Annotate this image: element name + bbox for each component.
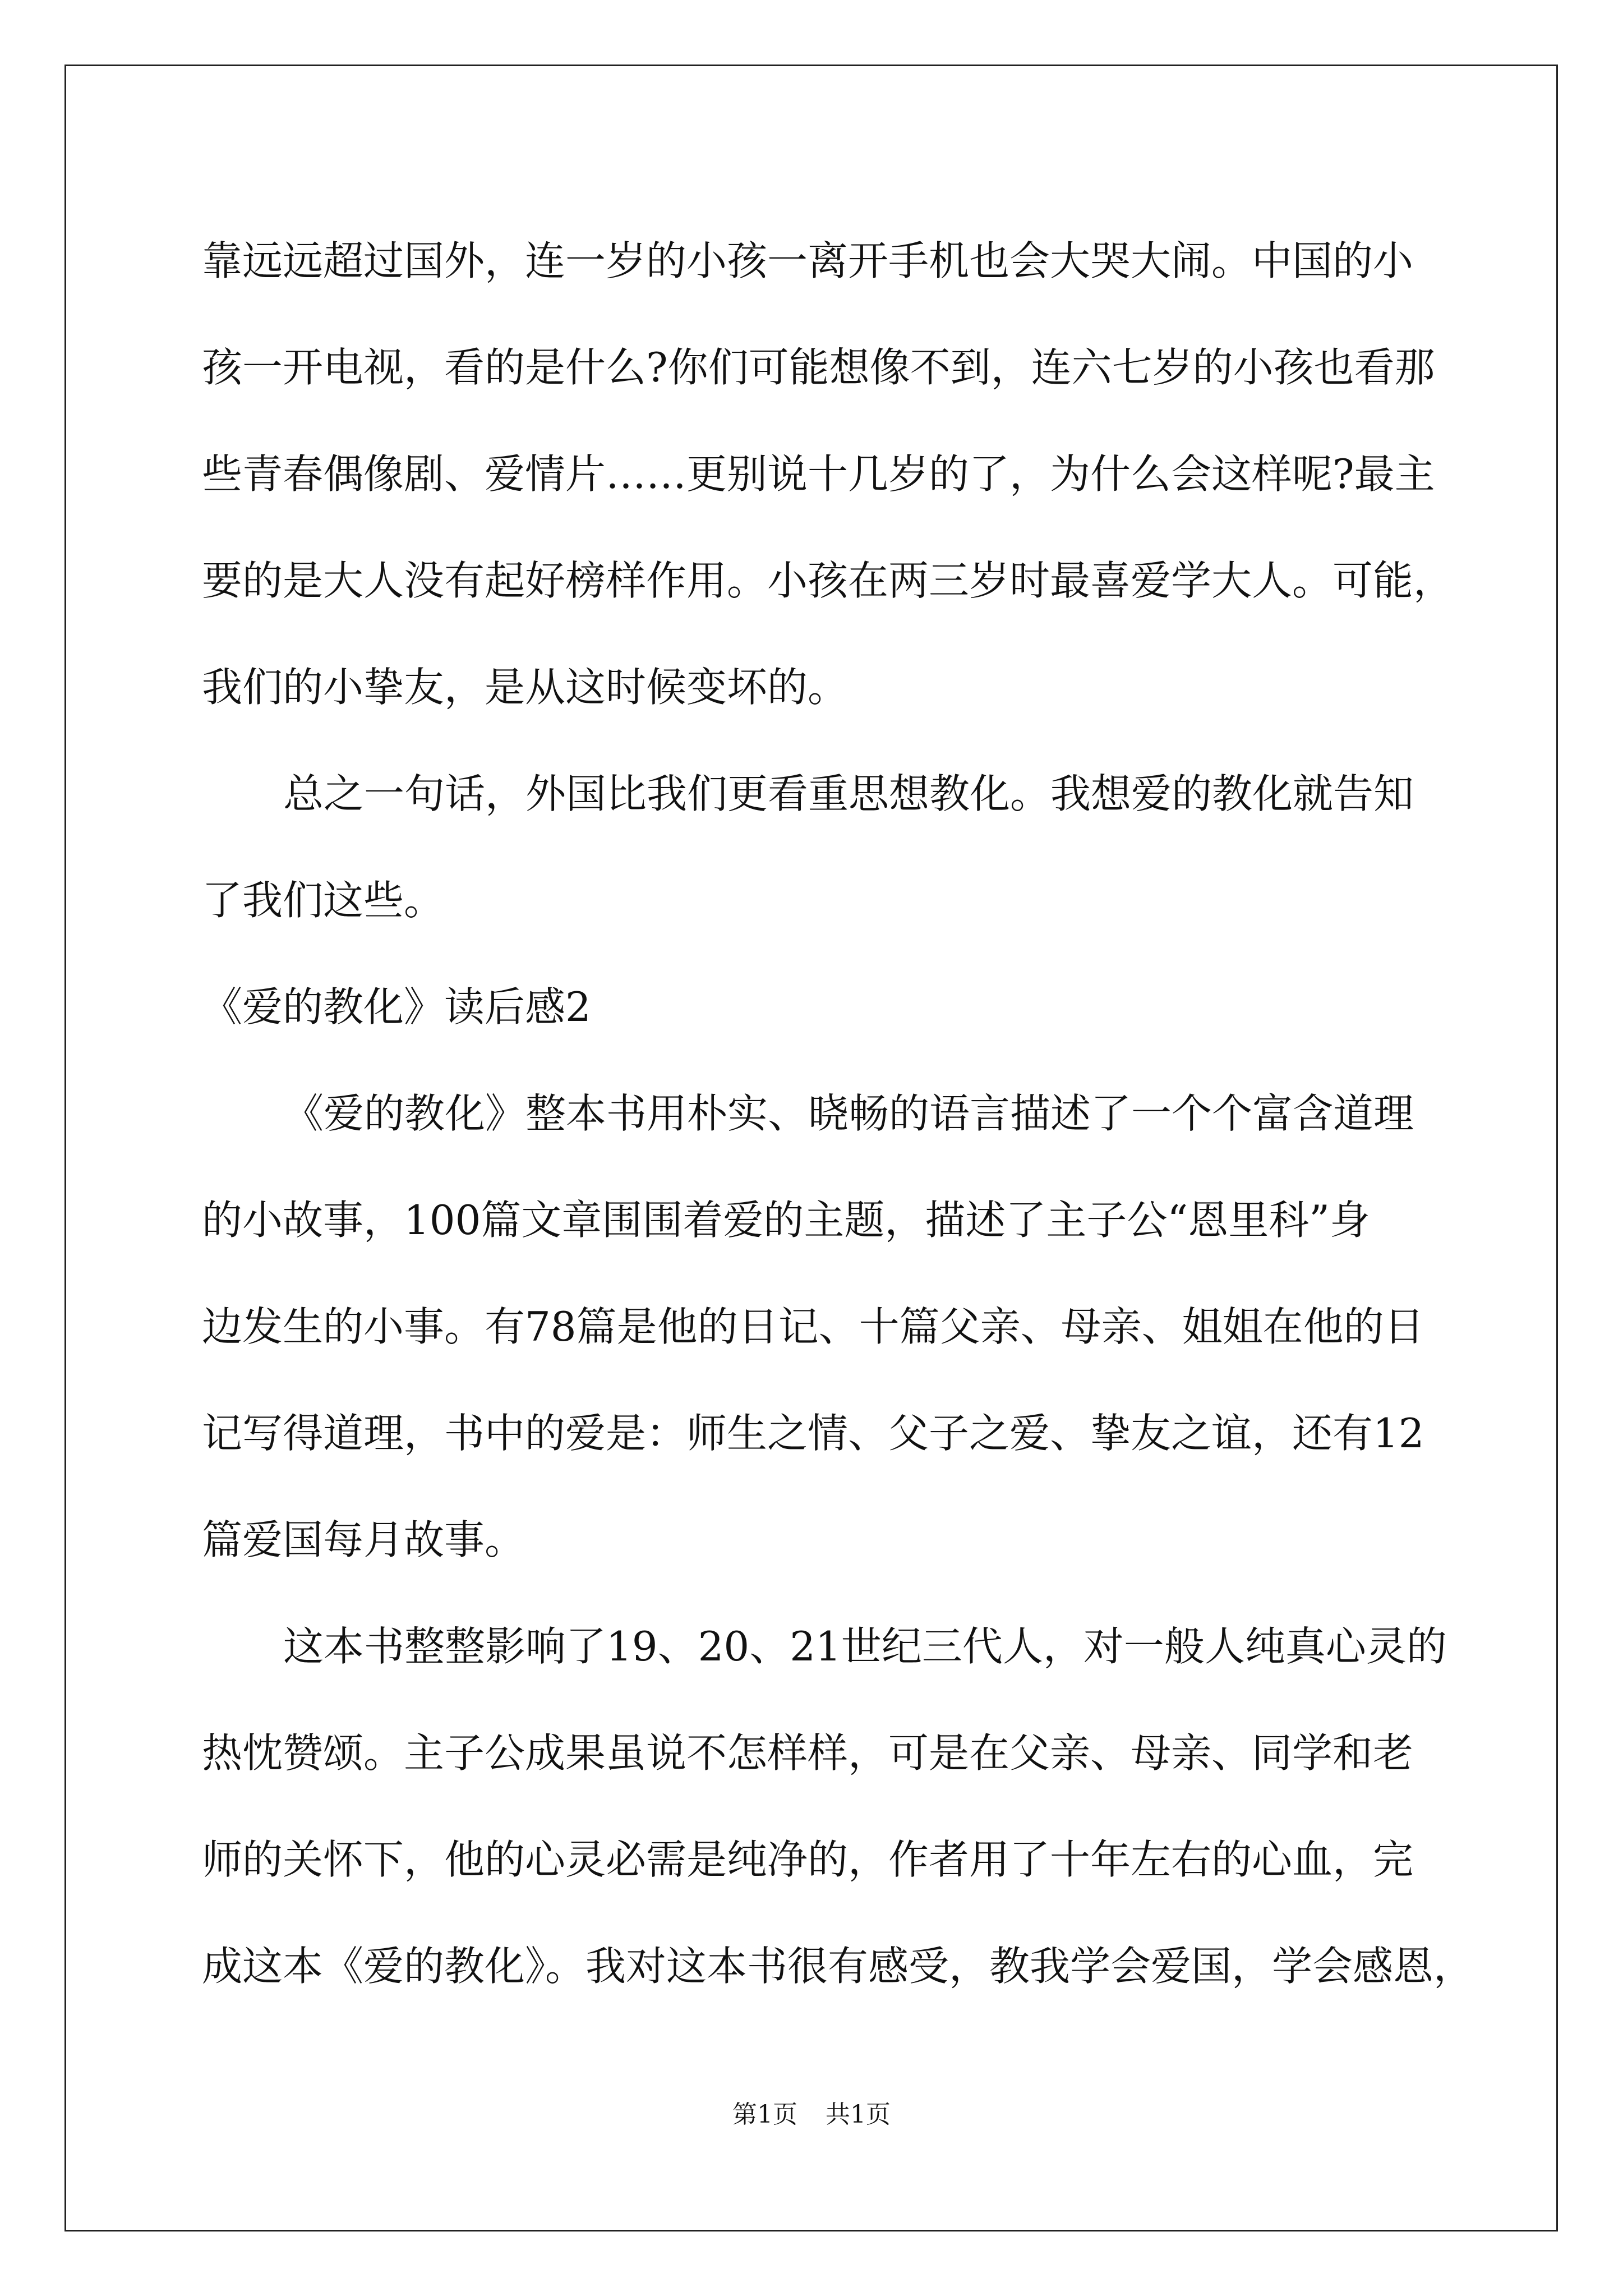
text-line: 要的是大人没有起好榜样作用。小孩在两三岁时最喜爱学大人。可能， [202,557,1454,604]
page-total: 共1页 [826,2100,891,2129]
text-line: 靠远远超过国外，连一岁的小孩一离开手机也会大哭大闹。中国的小 [202,237,1414,284]
text-line: 记写得道理，书中的爱是：师生之情、父子之爱、挚友之谊，还有12 [202,1410,1424,1457]
text-line: 这本书整整影响了19、20、21世纪三代人，对一般人纯真心灵的 [283,1623,1447,1670]
section-heading: 《爱的教化》读后感2 [202,983,591,1030]
text-line: 师的关怀下，他的心灵必需是纯净的，作者用了十年左右的心血，完 [202,1836,1414,1883]
text-line: 孩一开电视，看的是什么?你们可能想像不到，连六七岁的小孩也看那 [202,344,1435,391]
page-number: 第1页 [732,2100,797,2129]
text-line: 了我们这些。 [202,877,445,924]
text-line: 篇爱国每月故事。 [202,1516,525,1563]
text-line: 总之一句话，外国比我们更看重思想教化。我想爱的教化就告知 [283,770,1414,817]
text-line: 边发生的小事。有78篇是他的日记、十篇父亲、母亲、姐姐在他的日 [202,1303,1424,1350]
text-line: 的小故事，100篇文章围围着爱的主题，描述了主子公“恩里科”身 [202,1197,1371,1244]
text-line: 热忱赞颂。主子公成果虽说不怎样样，可是在父亲、母亲、同学和老 [202,1729,1414,1777]
text-line: 《爱的教化》整本书用朴实、晓畅的语言描述了一个个富含道理 [283,1090,1414,1137]
text-line: 我们的小挚友，是从这时候变坏的。 [202,664,849,711]
text-line: 些青春偶像剧、爱情片……更别说十几岁的了，为什么会这样呢?最主 [202,450,1435,498]
document-body [202,208,1474,2019]
text-line: 成这本《爱的教化》。我对这本书很有感受，教我学会爱国，学会感恩， [202,1943,1474,1990]
page-footer [0,2098,1623,2132]
